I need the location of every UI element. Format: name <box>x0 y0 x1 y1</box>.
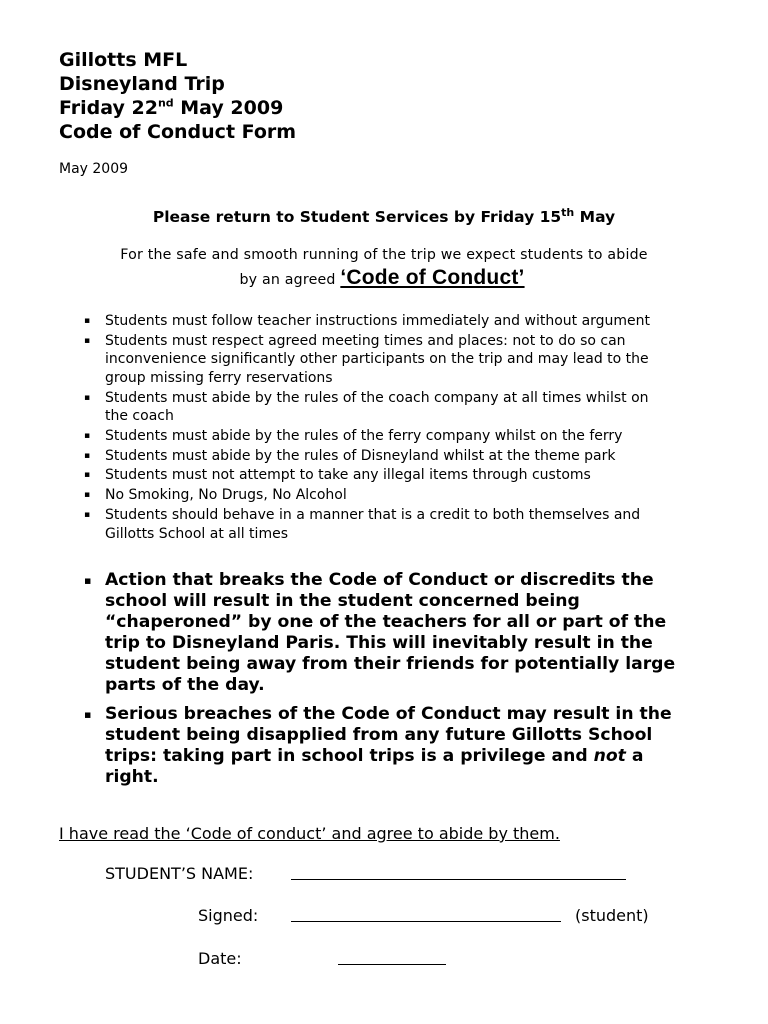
consequence-item: ▪ Serious breaches of the Code of Conduct may result in the student being disapplied from any future Gillotts School trips: taking part in school trips is a privilege and not a right. <box>84 704 672 787</box>
signed-label: Signed: <box>198 906 259 925</box>
bullet-icon: ▪ <box>84 392 91 403</box>
header-line-3: Friday 22nd May 2009 <box>59 96 284 119</box>
bullet-icon: ▪ <box>84 510 91 521</box>
intro-line-1: For the safe and smooth running of the trip we expect students to abide <box>120 247 648 263</box>
page-title: Code of Conduct Form <box>59 121 297 143</box>
student-name-label: STUDENT’S NAME: <box>105 864 254 883</box>
bullet-icon: ▪ <box>84 470 91 481</box>
bullet-icon: ▪ <box>84 574 92 587</box>
date-field[interactable] <box>338 964 446 965</box>
list-item: ▪ No Smoking, No Drugs, No Alcohol <box>84 487 347 504</box>
bullet-icon: ▪ <box>84 335 91 346</box>
list-item: ▪ Students must abide by the rules of the coach company at all times whilst on the coach <box>84 389 649 425</box>
list-item: ▪ Students must abide by the rules of the ferry company whilst on the ferry <box>84 427 623 444</box>
list-item: ▪ Students must abide by the rules of Disneyland whilst at the theme park <box>84 447 616 464</box>
list-item: ▪ Students must respect agreed meeting times and places: not to do so can inconvenience significantly other participants on the trip and may lead to the group missing ferry reservations <box>84 332 649 386</box>
consequence-list-1 <box>84 570 724 696</box>
agreement-statement: I have read the ‘Code of conduct’ and agree to abide by them. <box>59 824 560 843</box>
consequence-list-2 <box>84 704 724 788</box>
signed-suffix: (student) <box>575 906 649 925</box>
consequence-item: ▪ Action that breaks the Code of Conduct or discredits the school will result in the student concerned being “chaperoned” by one of the teachers for all or part of the trip to Disneyland Paris. This will inevitably result in the student being away from their friends for potentially large parts of the day. <box>84 570 676 695</box>
intro-line-2: by an agreed ‘Code of Conduct’ <box>239 266 525 289</box>
rules-list <box>84 312 724 544</box>
bullet-icon: ▪ <box>84 708 92 721</box>
bullet-icon: ▪ <box>84 450 91 461</box>
form-date: May 2009 <box>59 161 129 177</box>
return-notice: Please return to Student Services by Friday 15th May <box>152 205 616 226</box>
date-label: Date: <box>198 949 242 968</box>
bullet-icon: ▪ <box>84 490 91 501</box>
signature-field[interactable] <box>291 921 561 922</box>
bullet-icon: ▪ <box>84 316 91 326</box>
header-line-2: Disneyland Trip <box>59 73 225 95</box>
list-item: ▪ Students must not attempt to take any illegal items through customs <box>84 467 591 484</box>
list-item: ▪ Students should behave in a manner that is a credit to both themselves and Gillotts School at all times <box>84 507 641 542</box>
code-of-conduct-heading: ‘Code of Conduct’ <box>340 266 525 289</box>
list-item: ▪ Students must follow teacher instructions immediately and without argument <box>84 313 651 329</box>
header-line-1: Gillotts MFL <box>59 49 188 71</box>
bullet-icon: ▪ <box>84 430 91 441</box>
student-name-field[interactable] <box>291 879 626 880</box>
